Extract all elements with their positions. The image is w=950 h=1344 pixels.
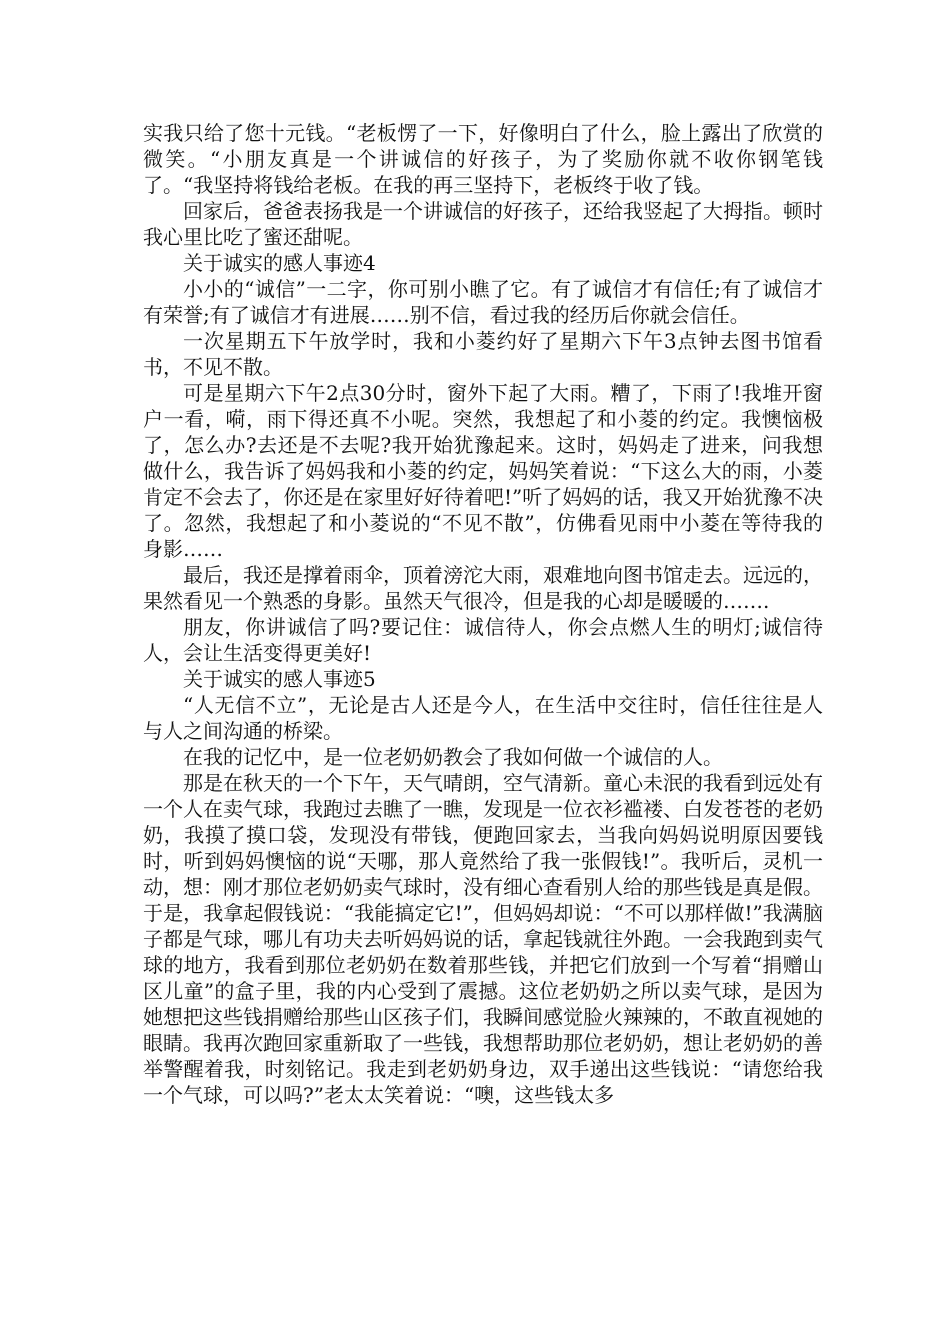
paragraph-story3-ending: 实我只给了您十元钱。“老板愣了一下，好像明白了什么，脸上露出了欣赏的微笑。“小朋友真是一个讲诚信的好孩子，为了奖励你就不收你钢笔钱了。“我坚持将钱给老板。在我的再三坚持下，老板终于收了钱。 <box>143 121 823 197</box>
paragraph-intro-4: 小小的“诚信”一二字，你可别小瞧了它。有了诚信才有信任;有了诚信才有荣誉;有了诚信才有进展……别不信，看过我的经历后你就会信任。 <box>143 277 823 327</box>
paragraph-library: 最后，我还是撑着雨伞，顶着滂沱大雨，艰难地向图书馆走去。远远的，果然看见一个熟悉的身影。虽然天气很冷，但是我的心却是暖暖的……. <box>143 563 823 613</box>
paragraph-balloon-story: 那是在秋天的一个下午，天气晴朗，空气清新。童心未泯的我看到远处有一个人在卖气球，我跑过去瞧了一瞧，发现是一位衣衫褴褛、白发苍苍的老奶奶，我摸了摸口袋，发现没有带钱，便跑回家去，当我向妈妈说明原因要钱时，听到妈妈懊恼的说“天哪，那人竟然给了我一张假钱!”。我听后，灵机一动，想：刚才那位老奶奶卖气球时，没有细心查看别人给的那些钱是真是假。于是，我拿起假钱说：“我能搞定它!”，但妈妈却说：“不可以那样做!”我满脑子都是气球，哪儿有功夫去听妈妈说的话，拿起钱就往外跑。一会我跑到卖气球的地方，我看到那位老奶奶在数着那些钱，并把它们放到一个写着“捐赠山区儿童”的盒子里，我的内心受到了震撼。这位老奶奶之所以卖气球，是因为她想把这些钱捐赠给那些山区孩子们，我瞬间感觉脸火辣辣的，不敢直视她的眼睛。我再次跑回家重新取了一些钱，我想帮助那位老奶奶，想让老奶奶的善举警醒着我，时刻铭记。我走到老奶奶身边，双手递出这些钱说：“请您给我一个气球，可以吗?”老太太笑着说：“噢，这些钱太多 <box>143 771 823 1107</box>
document-page <box>143 120 823 1108</box>
paragraph-intro-5: “人无信不立”，无论是古人还是今人，在生活中交往时，信任往往是人与人之间沟通的桥梁。 <box>143 693 823 743</box>
paragraph-appointment: 一次星期五下午放学时，我和小菱约好了星期六下午3点钟去图书馆看书，不见不散。 <box>143 329 823 379</box>
paragraph-memory: 在我的记忆中，是一位老奶奶教会了我如何做一个诚信的人。 <box>183 745 723 769</box>
paragraph-conclusion-4: 朋友，你讲诚信了吗?要记住：诚信待人，你会点燃人生的明灯;诚信待人，会让生活变得更美好! <box>143 615 823 665</box>
section-heading-5: 关于诚实的感人事迹5 <box>183 667 376 691</box>
paragraph-praise: 回家后，爸爸表扬我是一个讲诚信的好孩子，还给我竖起了大拇指。顿时我心里比吃了蜜还甜呢。 <box>143 199 823 249</box>
paragraph-rain: 可是星期六下午2点30分时，窗外下起了大雨。糟了，下雨了!我堆开窗户一看，嗬，雨下得还真不小呢。突然，我想起了和小菱的约定。我懊恼极了，怎么办?去还是不去呢?我开始犹豫起来。这时，妈妈走了进来，问我想做什么，我告诉了妈妈我和小菱的约定，妈妈笑着说：“下这么大的雨，小菱肯定不会去了，你还是在家里好好待着吧!”听了妈妈的话，我又开始犹豫不决了。忽然，我想起了和小菱说的“不见不散”，仿佛看见雨中小菱在等待我的身影…… <box>143 381 823 561</box>
section-heading-4: 关于诚实的感人事迹4 <box>183 251 376 275</box>
